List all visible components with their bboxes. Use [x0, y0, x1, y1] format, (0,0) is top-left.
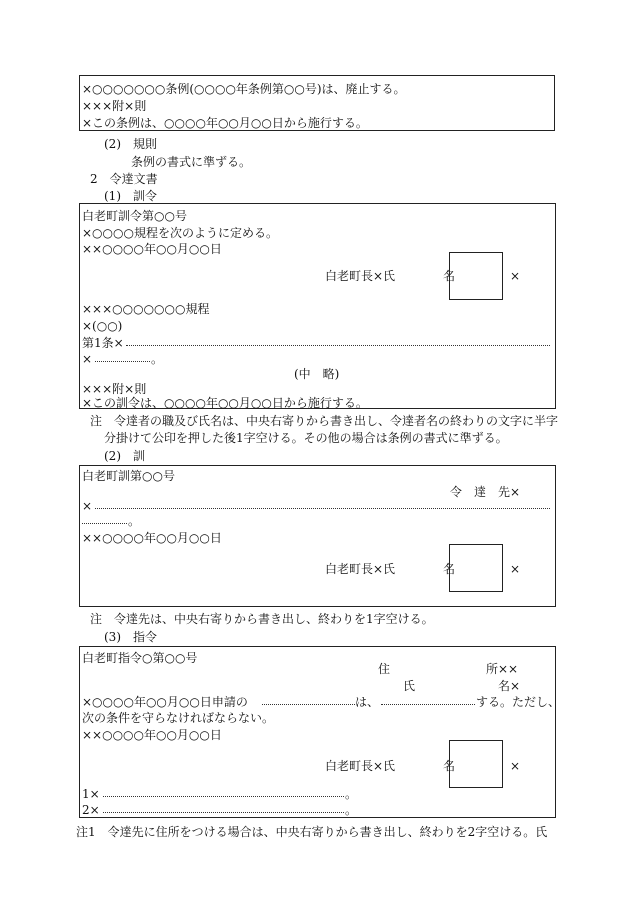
order-trailing-mark: × [510, 759, 521, 773]
request-dots-2 [381, 704, 475, 705]
name-char: 名 [443, 269, 456, 283]
rules-heading: (2) 規則 [104, 137, 157, 151]
condition-2: 2× [82, 803, 100, 817]
directive-seal-box [449, 544, 503, 592]
directive-trailing-mark: × [510, 562, 521, 576]
order-heading: (3) 指令 [104, 630, 157, 644]
note-1-line2: 分掛けて公印を押した後1字空ける。その他の場合は条例の書式に準ずる。 [104, 431, 508, 445]
condition-1: 1× [82, 787, 100, 801]
chapter-label: ×(○○) [82, 319, 123, 333]
instruction-heading: (1) 訓令 [104, 189, 157, 203]
address-label-a: 住 [378, 662, 391, 676]
instruction-effective: ×この訓令は、○○○○年○○月○○日から施行する。 [82, 396, 368, 410]
supplementary-heading: ×××附×則 [82, 99, 147, 113]
regulation-title: ×××○○○○○○○規程 [82, 302, 210, 316]
name-label-a: 氏 [403, 679, 416, 693]
addressee: 令 達 先× [450, 485, 521, 499]
name-label-b: 名× [498, 679, 521, 693]
note-1-line1: 注 令達者の職及び氏名は、中央右寄りから書き出し、令達者名の終わりの文字に半字 [90, 414, 559, 428]
official-seal-box [449, 252, 503, 300]
directive-body: × [82, 499, 93, 513]
instruction-intro: ×○○○○規程を次のように定める。 [82, 226, 278, 240]
omission-mark: (中 略) [294, 367, 340, 381]
condition-1-dots [103, 796, 344, 797]
condition-2-period: 。 [345, 803, 358, 817]
directive-body-dots-2 [82, 523, 127, 524]
conditions-line: 次の条件を守らなければならない。 [82, 711, 275, 725]
note-3: 注1 令達先に住所をつける場合は、中央右寄りから書き出し、終わりを2字空ける。氏 [76, 825, 548, 839]
order-signature: 白老町長×氏 [325, 759, 396, 773]
note-2: 注 令達先は、中央右寄りから書き出し、終わりを1字空ける。 [90, 612, 434, 626]
order-date: ××○○○○年○○月○○日 [82, 728, 222, 742]
request-text-b: は、 [355, 695, 380, 709]
article-1: 第1条× [82, 336, 124, 350]
condition-1-period: 。 [345, 787, 358, 801]
condition-2-dots [103, 812, 344, 813]
repeal-line: ×○○○○○○○条例(○○○○年条例第○○号)は、廃止する。 [82, 82, 406, 96]
request-text-c: する。ただし、 [476, 695, 561, 709]
order-name-char: 名 [443, 759, 456, 773]
rules-body: 条例の書式に準ずる。 [131, 155, 252, 169]
directive-body-dots [95, 508, 550, 509]
directive-period: 。 [128, 514, 141, 528]
article-1-dots [126, 345, 550, 346]
article-1-cont-dots [95, 361, 150, 362]
instruction-number: 白老町訓令第○○号 [82, 209, 187, 223]
mayor-signature: 白老町長×氏 [325, 269, 396, 283]
order-seal-box [449, 740, 503, 788]
directive-heading: (2) 訓 [104, 449, 145, 463]
effective-date-line: ×この条例は、○○○○年○○月○○日から施行する。 [82, 116, 368, 130]
address-label-b: 所×× [486, 662, 519, 676]
article-1-cont: × [82, 352, 93, 366]
order-number: 白老町指令○第○○号 [82, 651, 198, 665]
request-text-a: ×○○○○年○○月○○日申請の [82, 695, 248, 709]
request-dots-1 [262, 704, 355, 705]
section-heading: 2 令達文書 [90, 172, 158, 186]
directive-date: ××○○○○年○○月○○日 [82, 531, 222, 545]
article-1-period: 。 [151, 352, 164, 366]
directive-number: 白老町訓第○○号 [82, 469, 175, 483]
directive-signature: 白老町長×氏 [325, 562, 396, 576]
supplementary-heading-2: ×××附×則 [82, 382, 147, 396]
directive-name-char: 名 [443, 562, 456, 576]
trailing-mark: × [510, 269, 521, 283]
instruction-date: ××○○○○年○○月○○日 [82, 242, 222, 256]
